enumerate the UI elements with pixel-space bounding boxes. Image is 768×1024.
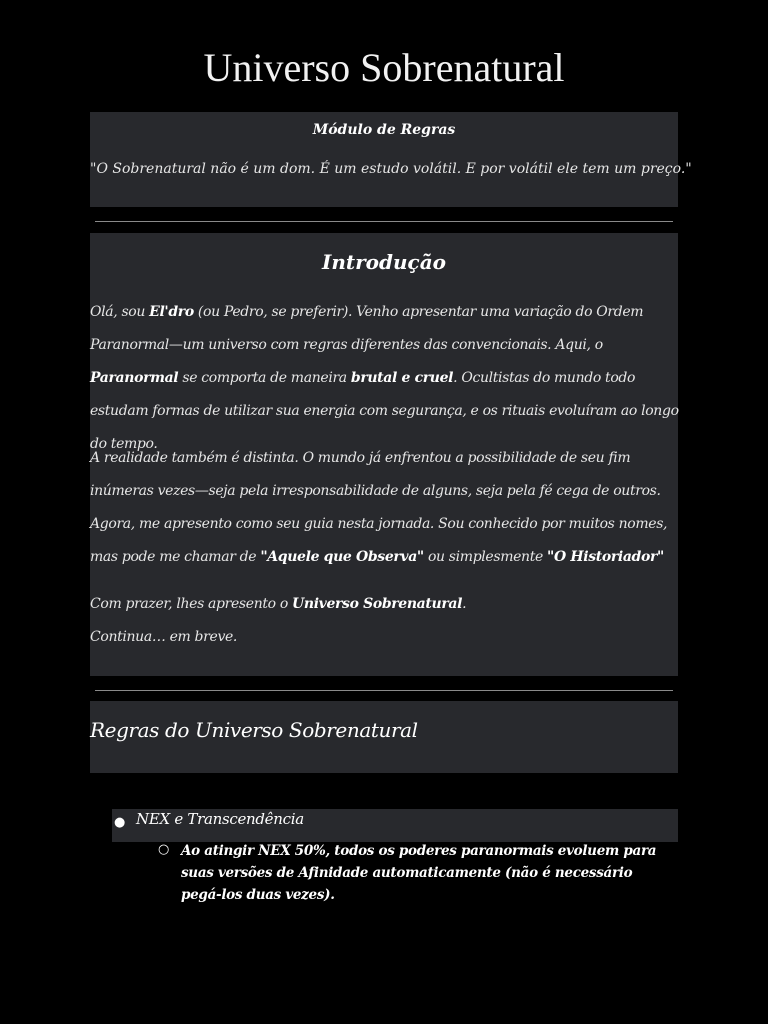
- intro-panel: [90, 233, 678, 676]
- rules-panel: [90, 701, 678, 773]
- bullet-icon: ●: [114, 815, 126, 830]
- divider: [95, 690, 673, 691]
- epigraph-quote: "O Sobrenatural não é um dom. É um estudo volátil. E por volátil ele tem um preço.": [90, 161, 692, 177]
- intro-p3-text-2: .: [462, 596, 467, 612]
- module-label: Módulo de Regras: [312, 122, 456, 138]
- intro-p1-brutal: brutal e cruel: [350, 370, 454, 386]
- intro-heading: Introdução: [321, 250, 446, 274]
- intro-paragraph-2: [90, 442, 680, 574]
- divider: [95, 221, 673, 222]
- intro-p2-historian: "O Historiador": [547, 549, 664, 565]
- rule-item-label: NEX e Transcendência: [136, 810, 304, 828]
- intro-p2-text-2: ou simplesmente: [423, 549, 548, 565]
- intro-p2-text-1: A realidade também é distinta. O mundo já enfrentou a possibilidade de seu fim inúmeras vezes—seja pela irresponsabilidade de alguns, seja pela fé cega de outros. Agora, me apresento como seu guia nesta jornada. Sou conhecido por muitos nomes, mas pode me chamar de: [90, 450, 668, 565]
- intro-p1-text-4: . Ocultistas do mundo todo estudam formas de utilizar sua energia com segurança, e os rituais evoluíram ao longo do tempo.: [90, 370, 679, 452]
- intro-p1-text-2: (ou Pedro, se preferir). Venho apresentar uma variação do Ordem Paranormal—um universo com regras diferentes das convencionais. Aqui, o: [90, 304, 644, 353]
- intro-p1-paranormal: Paranormal: [90, 370, 179, 386]
- rule-sub-item: Ao atingir NEX 50%, todos os poderes paranormais evoluem para suas versões de Afinidade automaticamente (não é necessário pegá-los duas vezes).: [181, 843, 657, 903]
- header-panel: [90, 112, 692, 207]
- intro-p1-text-3: se comporta de maneira: [178, 370, 351, 386]
- intro-p3-universe: Universo Sobrenatural: [292, 596, 463, 612]
- intro-p3-text-1: Com prazer, lhes apresento o: [90, 596, 293, 612]
- rules-heading: Regras do Universo Sobrenatural: [90, 718, 418, 742]
- hollow-bullet-icon: ○: [158, 842, 170, 857]
- intro-paragraph-4: Continua… em breve.: [90, 629, 238, 645]
- intro-paragraph-3: [90, 588, 680, 621]
- rule-item-nex: [112, 809, 678, 842]
- intro-paragraph-1: [90, 296, 680, 461]
- page-title: Universo Sobrenatural: [203, 45, 565, 90]
- intro-p1-text-1: Olá, sou: [90, 304, 150, 320]
- intro-p2-observer: "Aquele que Observa": [260, 549, 424, 565]
- intro-p1-author-name: El'dro: [149, 304, 194, 320]
